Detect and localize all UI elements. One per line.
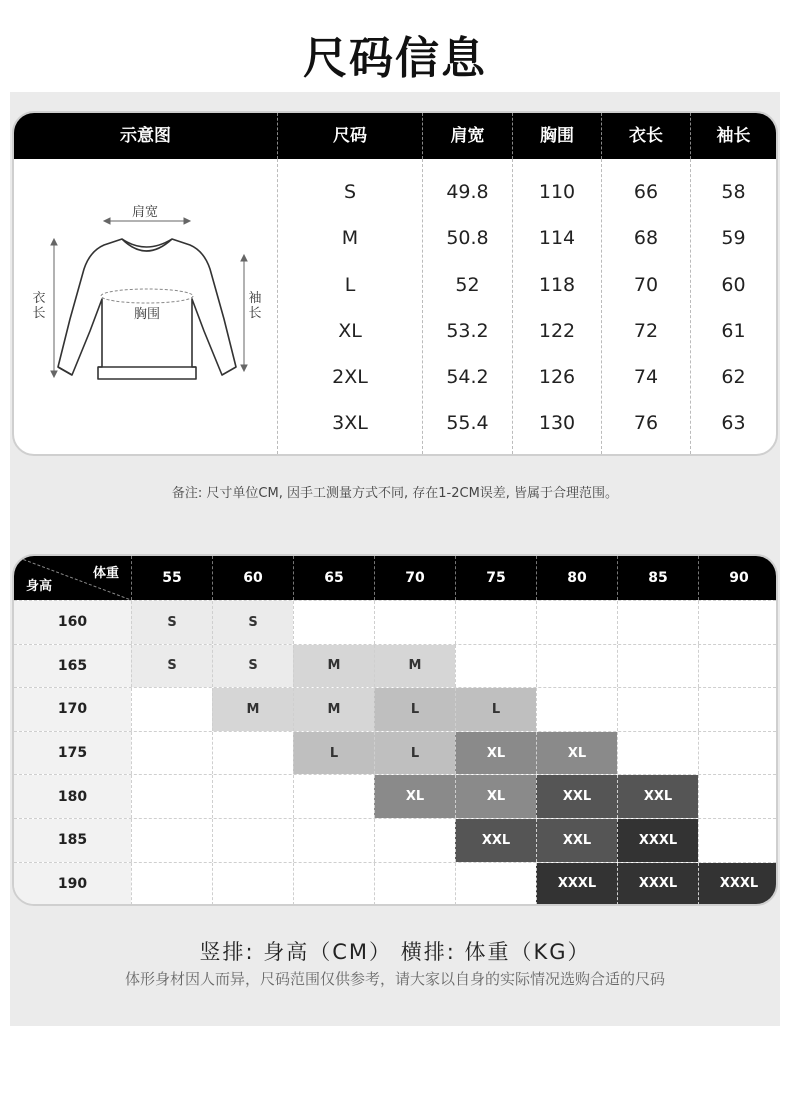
weight-header-cell: 75 [455,556,536,600]
diagram-label-shoulder: 肩宽 [132,205,159,220]
size-recommendation-cell [617,645,698,688]
size-recommendation-cell: M [293,688,374,731]
header-chest: 胸围 [513,113,602,159]
chest-cell: 126 [538,366,576,389]
size-recommendation-cell [374,863,455,906]
size-recommendation-cell: XXXL [617,819,698,862]
size-recommendation-cell [455,645,536,688]
header-diagram: 示意图 [14,113,278,159]
size-recommendation-cell: XXL [455,819,536,862]
size-recommendation-cell [698,775,778,818]
size-cell: 2XL [332,366,368,389]
weight-header-cell: 55 [131,556,212,600]
shoulder-cell: 50.8 [446,227,489,250]
sleeve-cell: 62 [721,366,746,389]
size-cell: XL [338,319,362,342]
size-recommendation-cell: XXXL [617,863,698,906]
height-label: 165 [14,645,131,688]
size-table [12,111,778,456]
size-recommendation-cell: L [374,732,455,775]
size-recommendation-cell: XXXL [698,863,778,906]
sleeve-cell: 59 [721,227,746,250]
size-recommendation-cell: M [293,645,374,688]
corner-height-label: 身高 [26,579,53,594]
size-recommendation-cell [698,688,778,731]
size-recommendation-cell [698,732,778,775]
disclaimer: 体形身材因人而异，尺码范围仅供参考，请大家以自身的实际情况选购合适的尺码 [124,970,665,988]
axis-legend: 竖排: 身高（CM） 横排: 体重（KG） [199,940,591,964]
shoulder-cell: 52 [455,273,480,296]
height-label: 180 [14,775,131,818]
size-cell: M [341,227,359,250]
weight-header-row [14,556,776,600]
height-label: 185 [14,819,131,862]
size-recommendation-cell [293,819,374,862]
height-label: 190 [14,863,131,906]
size-recommendation-cell: M [374,645,455,688]
size-recommendation-cell: XL [455,775,536,818]
size-recommendation-cell: L [455,688,536,731]
size-recommendation-cell [374,601,455,644]
size-recommendation-cell: L [374,688,455,731]
height-row [14,687,776,731]
size-recommendation-cell: XL [536,732,617,775]
size-recommendation-cell [455,863,536,906]
header-shoulder: 肩宽 [423,113,513,159]
size-recommendation-cell [293,775,374,818]
length-column [602,159,691,454]
size-recommendation-cell: L [293,732,374,775]
corner-weight-label: 体重 [92,566,119,581]
header-size: 尺码 [278,113,423,159]
length-cell: 68 [633,227,659,250]
length-cell: 74 [633,366,659,389]
length-cell: 76 [633,412,659,435]
size-recommendation-cell [212,732,293,775]
size-cell: S [343,181,357,203]
height-row [14,818,776,862]
height-row [14,862,776,906]
size-table-header [14,113,776,159]
size-recommendation-cell [536,688,617,731]
size-recommendation-cell [617,601,698,644]
size-cell: 3XL [332,412,368,435]
height-row [14,774,776,818]
size-recommendation-cell: XXL [536,775,617,818]
grid-corner [14,556,131,600]
size-recommendation-cell [617,688,698,731]
size-cell: L [344,273,356,296]
chest-cell: 114 [538,227,576,250]
height-row [14,644,776,688]
size-recommendation-cell [212,775,293,818]
size-recommendation-cell [293,601,374,644]
size-recommendation-cell [131,732,212,775]
sleeve-cell: 63 [721,412,746,435]
weight-header-cell: 80 [536,556,617,600]
page-title: 尺码信息 [303,33,487,84]
size-recommendation-cell [131,688,212,731]
size-recommendation-cell [131,775,212,818]
sleeve-cell: 60 [721,273,746,296]
size-recommendation-cell [617,732,698,775]
size-recommendation-cell [698,819,778,862]
shoulder-cell: 54.2 [446,366,489,389]
size-recommendation-cell [212,863,293,906]
measurement-note: 备注: 尺寸单位CM, 因手工测量方式不同, 存在1-2CM误差, 皆属于合理范围。 [171,486,619,501]
sleeve-cell: 58 [721,181,746,203]
chest-column [513,159,602,454]
chest-cell: 122 [538,319,576,342]
size-recommendation-cell: XXL [536,819,617,862]
length-cell: 66 [633,181,659,203]
shoulder-cell: 55.4 [446,412,489,435]
size-recommendation-grid [12,554,778,906]
header-sleeve: 袖长 [716,126,751,146]
size-recommendation-cell: XXL [617,775,698,818]
shoulder-cell: 53.2 [446,319,489,342]
size-recommendation-cell [455,601,536,644]
shoulder-column [423,159,513,454]
weight-header-cell: 85 [617,556,698,600]
size-recommendation-cell: XL [455,732,536,775]
diagram-label-length: 衣长 [32,291,46,321]
size-recommendation-cell [374,819,455,862]
size-recommendation-cell [698,645,778,688]
chest-cell: 110 [538,181,576,203]
size-recommendation-cell [698,601,778,644]
height-label: 160 [14,601,131,644]
size-recommendation-cell: S [212,601,293,644]
size-recommendation-cell [536,645,617,688]
size-recommendation-cell: XXXL [536,863,617,906]
weight-header-cell: 90 [698,556,778,600]
sleeve-cell: 61 [721,319,746,342]
sleeve-column [691,159,776,454]
length-cell: 72 [633,319,659,342]
sweater-diagram [14,159,277,454]
size-recommendation-cell: S [131,645,212,688]
diagram-label-sleeve: 袖长 [248,291,262,321]
size-table-body [14,159,776,454]
height-row [14,600,776,644]
weight-header-cell: 60 [212,556,293,600]
chest-cell: 118 [538,273,576,296]
height-label: 175 [14,732,131,775]
size-recommendation-cell [536,601,617,644]
size-recommendation-cell: S [212,645,293,688]
size-recommendation-cell [212,819,293,862]
size-recommendation-cell: XL [374,775,455,818]
diagram-column [14,159,278,454]
size-recommendation-cell: M [212,688,293,731]
diagram-label-chest: 胸围 [134,307,161,322]
shoulder-cell: 49.8 [446,181,489,203]
size-column [278,159,423,454]
height-label: 170 [14,688,131,731]
length-cell: 70 [633,273,659,296]
weight-header-cell: 65 [293,556,374,600]
size-recommendation-cell [293,863,374,906]
header-length: 衣长 [602,113,691,159]
weight-header-cell: 70 [374,556,455,600]
chest-cell: 130 [538,412,576,435]
size-recommendation-cell [131,819,212,862]
size-recommendation-cell: S [131,601,212,644]
height-row [14,731,776,775]
size-recommendation-cell [131,863,212,906]
